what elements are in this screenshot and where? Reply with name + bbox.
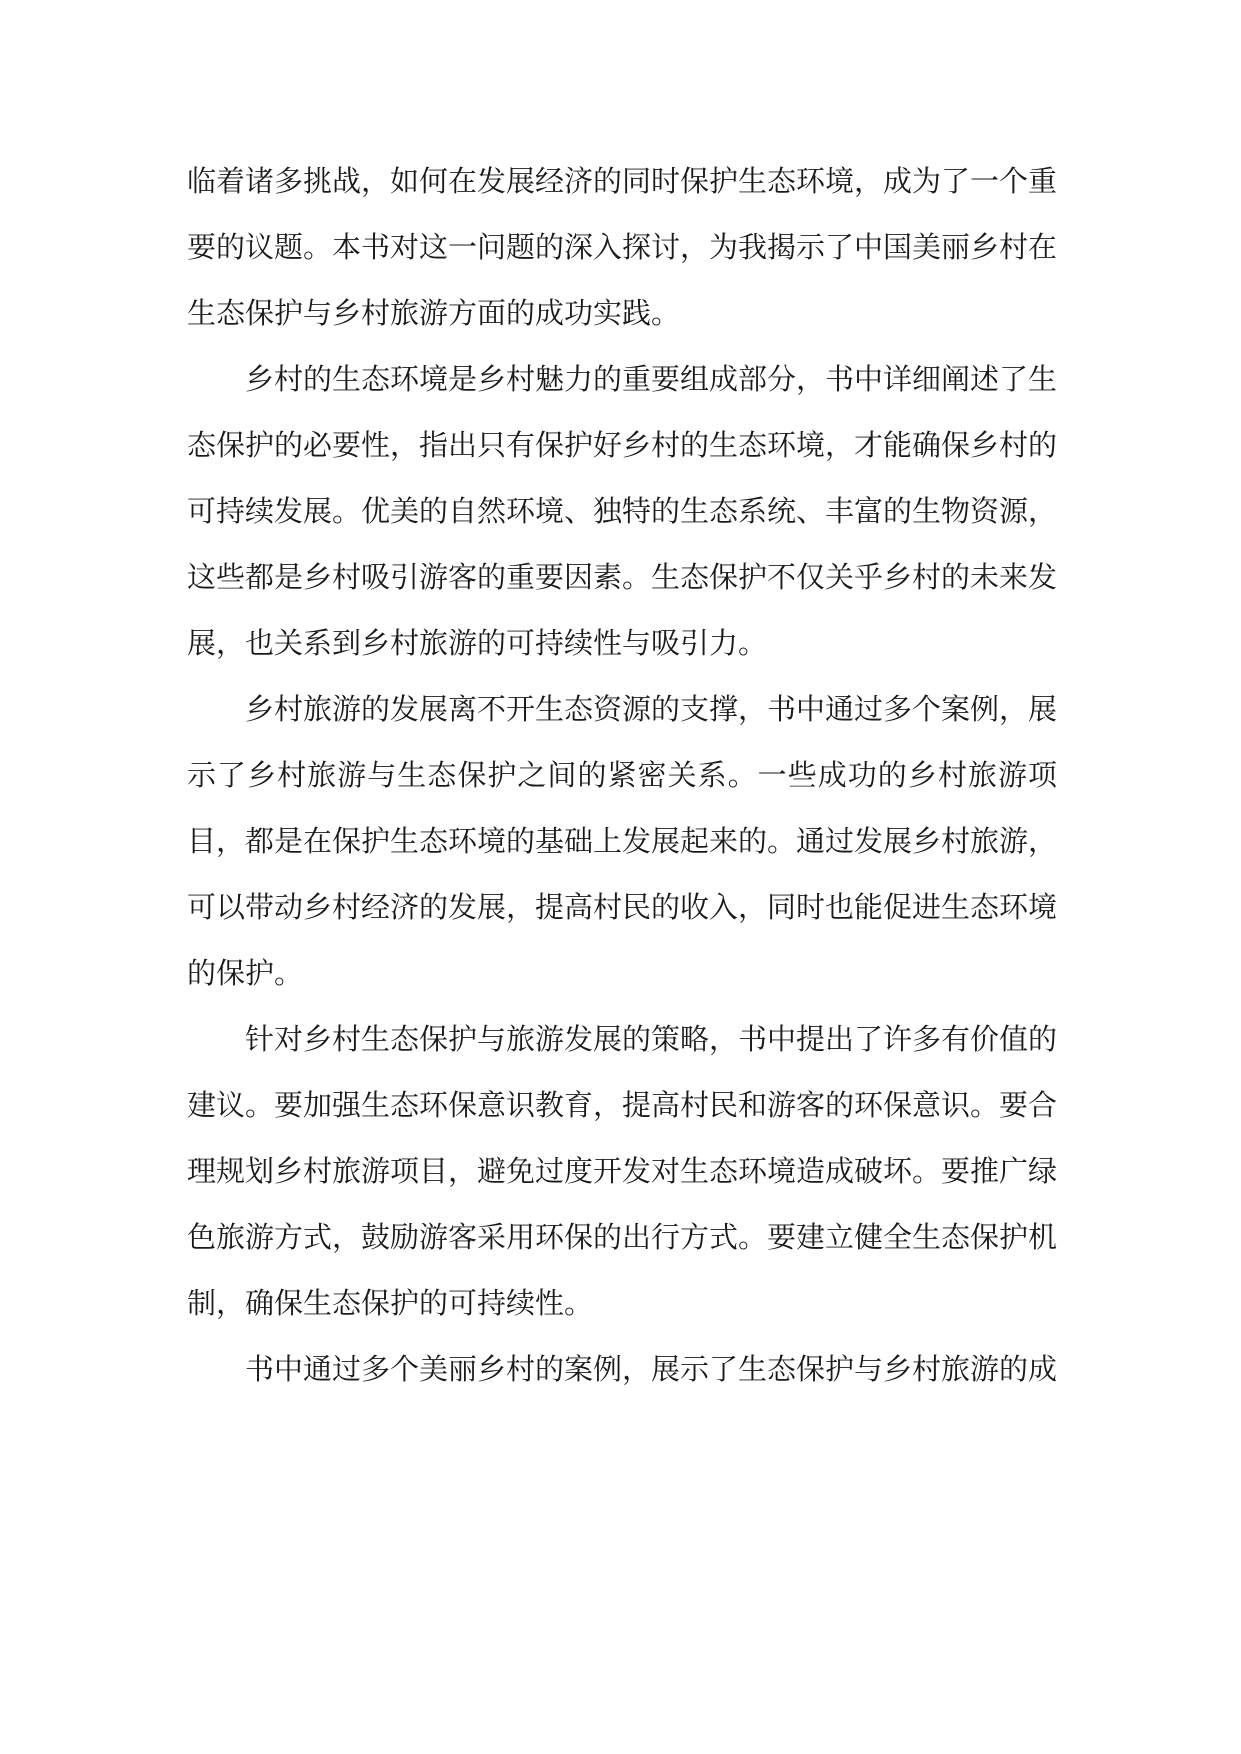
paragraph-2: 乡村的生态环境是乡村魅力的重要组成部分，书中详细阐述了生态保护的必要性，指出只有保护好乡村的生态环境，才能确保乡村的可持续发展。优美的自然环境、独特的生态系统、丰富的生物资源，这些都是乡村吸引游客的重要因素。生态保护不仅关乎乡村的未来发展，也关系到乡村旅游的可持续性与吸引力。 [187,362,1058,660]
paragraph-4: 针对乡村生态保护与旅游发展的策略，书中提出了许多有价值的建议。要加强生态环保意识教育，提高村民和游客的环保意识。要合理规划乡村旅游项目，避免过度开发对生态环境造成破坏。要推广绿色旅游方式，鼓励游客采用环保的出行方式。要建立健全生态保护机制，确保生态保护的可持续性。 [187,1022,1058,1320]
paragraph-1: 临着诸多挑战，如何在发展经济的同时保护生态环境，成为了一个重要的议题。本书对这一问题的深入探讨，为我揭示了中国美丽乡村在生态保护与乡村旅游方面的成功实践。 [187,164,1058,330]
paragraph-5: 书中通过多个美丽乡村的案例，展示了生态保护与乡村旅游的成 [245,1352,1058,1386]
document-body [187,148,1057,1402]
paragraph-3: 乡村旅游的发展离不开生态资源的支撑，书中通过多个案例，展示了乡村旅游与生态保护之间的紧密关系。一些成功的乡村旅游项目，都是在保护生态环境的基础上发展起来的。通过发展乡村旅游，可以带动乡村经济的发展，提高村民的收入，同时也能促进生态环境的保护。 [187,692,1058,990]
